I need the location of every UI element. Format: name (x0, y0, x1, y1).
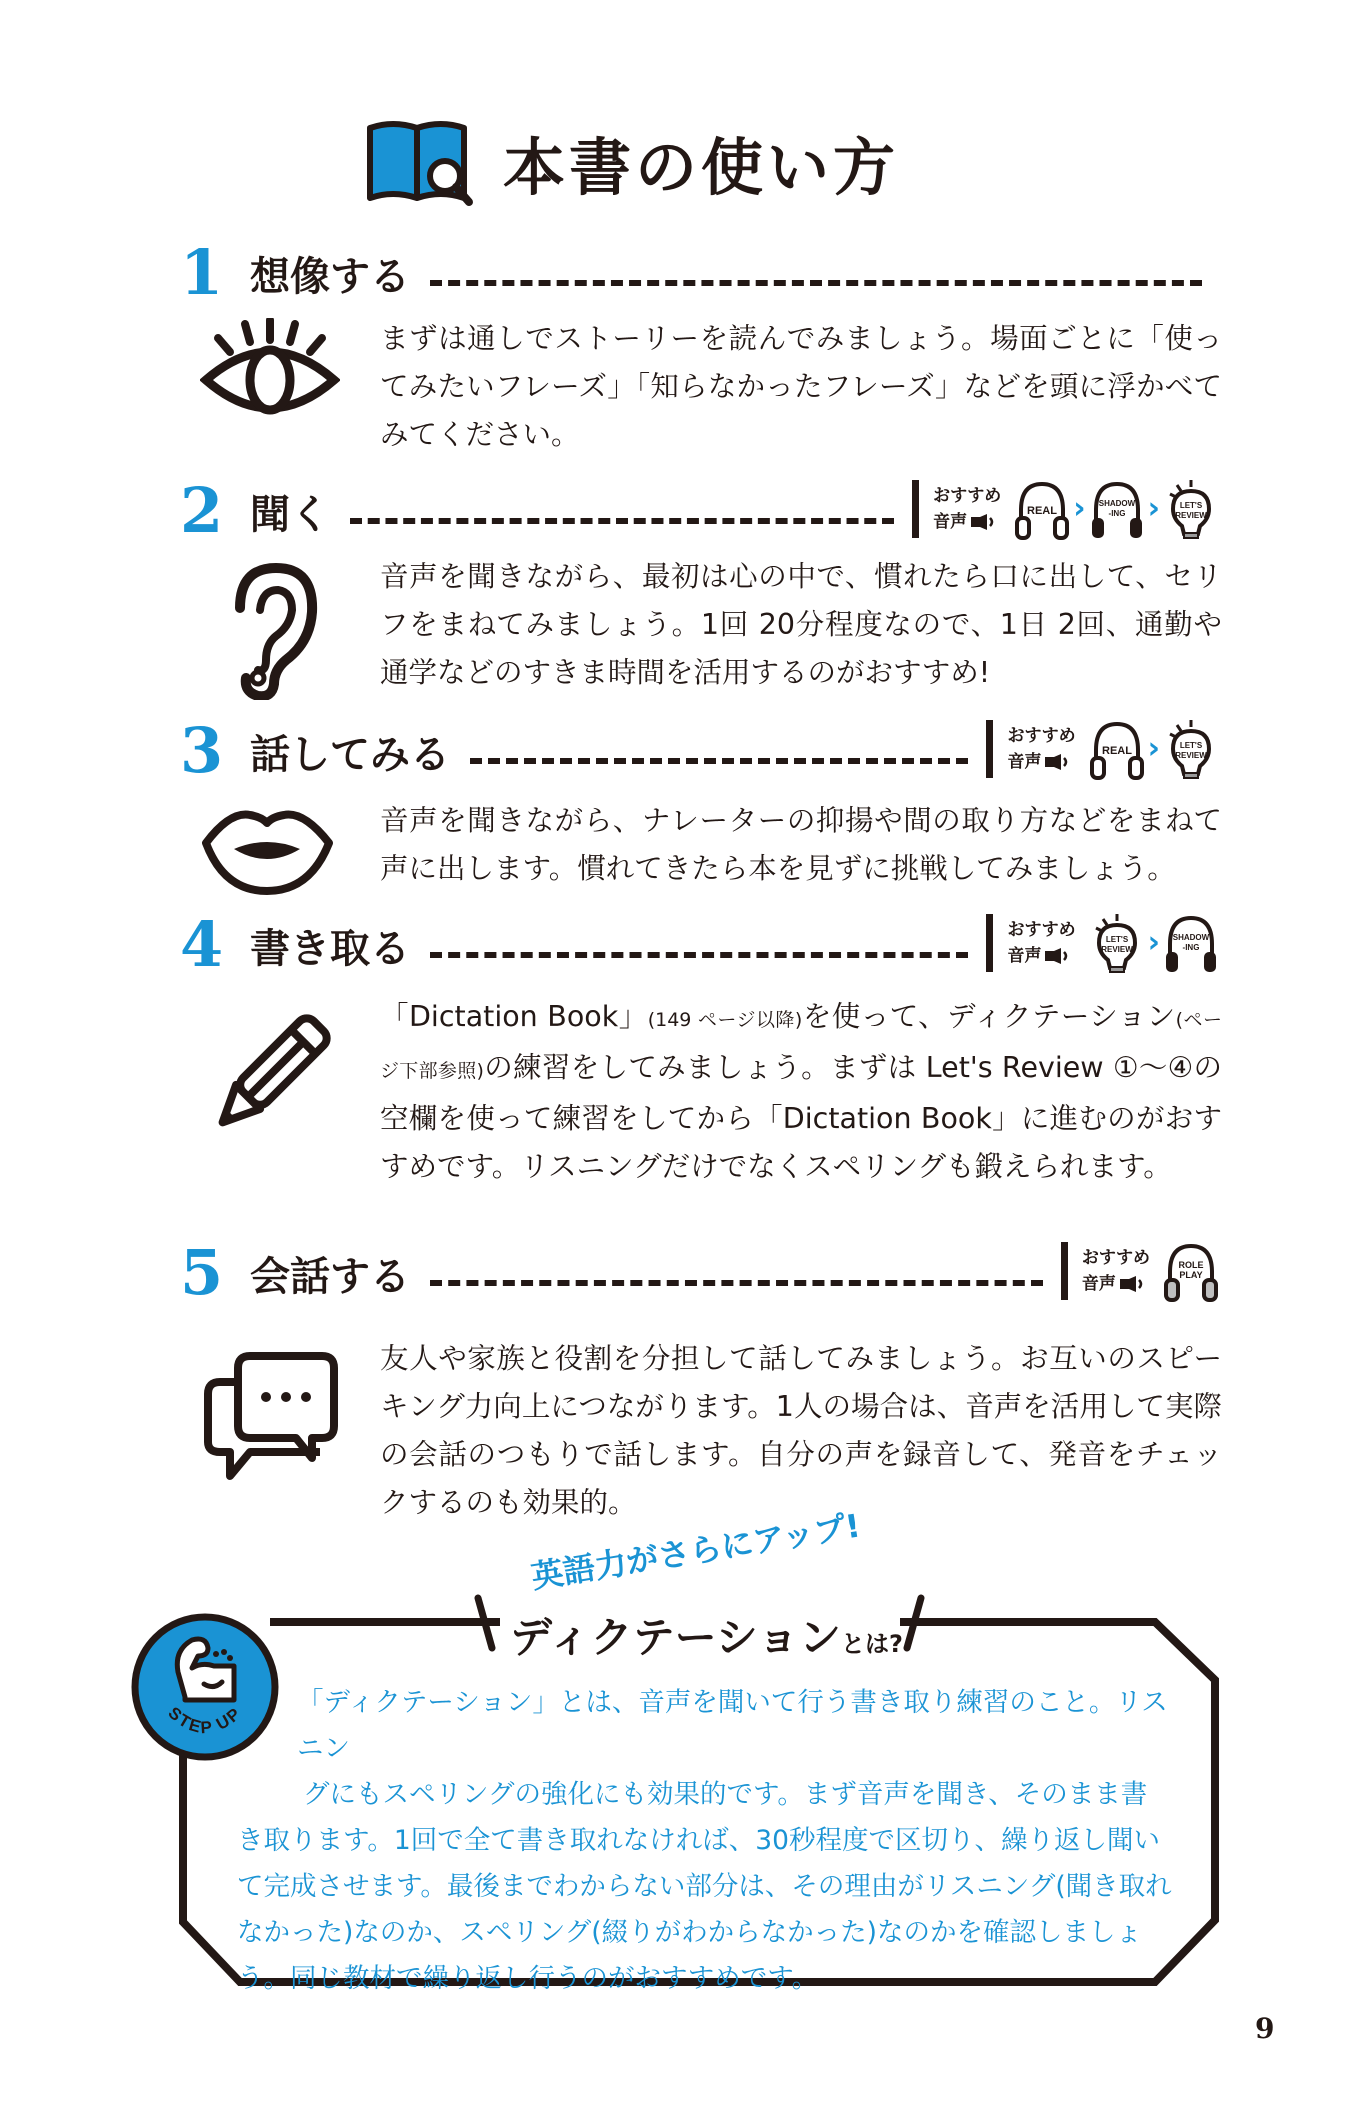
section-1-body: まずは通しでストーリーを読んでみましょう。場面ごとに「使ってみたいフレーズ」「知らなかったフレーズ」などを頭に浮かべてみてください。 (380, 322, 1222, 451)
page-title: 本書の使い方 (503, 130, 900, 204)
svg-text:PLAY: PLAY (1179, 1270, 1203, 1280)
svg-text:LET'S: LET'S (1179, 741, 1203, 750)
svg-text:SHADOW: SHADOW (1172, 933, 1210, 942)
section-title: 会話する (250, 1254, 410, 1300)
svg-text:REAL: REAL (1101, 745, 1132, 757)
recommended-audio: おすすめ 音声 LET'S REVIEW › SHADOW -ING (986, 912, 1220, 974)
svg-text:LET'S: LET'S (1105, 935, 1128, 944)
section-number: 3 (180, 714, 224, 787)
section-number: 1 (180, 236, 224, 309)
section-3-body: 音声を聞きながら、ナレーターの抑揚や間の取り方などをまねて声に出します。慣れてきたら本を見ずに挑戦してみましょう。 (380, 804, 1222, 885)
section-number: 2 (180, 474, 224, 547)
section-5-body: 友人や家族と役割を分担して話してみましょう。お互いのスピーキング力向上につながります。1人の場合は、音声を活用して実際の会話のつもりで話します。自分の声を録音して、発音をチェックするのも効果的。 (380, 1342, 1222, 1519)
svg-text:REAL: REAL (1027, 505, 1058, 517)
svg-text:REVIEW: REVIEW (1100, 945, 1133, 954)
chevron-right-icon: › (1147, 731, 1160, 766)
svg-text:-ING: -ING (1182, 943, 1200, 952)
recommended-audio: おすすめ 音声 REAL › SHADOW -ING › LET'S REVIEW (912, 478, 1220, 540)
section-title: 書き取る (250, 926, 410, 972)
svg-text:SHADOW: SHADOW (1098, 499, 1135, 508)
section-2-body: 音声を聞きながら、最初は心の中で、慣れたら口に出して、セリフをまねてみましょう。1回 20分程度なので、1日 2回、通勤や通学などのすきま時間を活用するのがおすすめ! (380, 560, 1222, 689)
section-number: 5 (180, 1236, 224, 1309)
section-title: 話してみる (250, 732, 450, 778)
svg-text:-ING: -ING (1108, 509, 1126, 518)
step-up-body: 「ディクテーション」とは、音声を聞いて行う書き取り練習のこと。リスニン グにもスペリングの強化にも効果的です。まず音声を聞き、そのまま書き取ります。1回で全て書き取れなければ、30秒程度で区切り、繰り返し聞いて完成させます。最後までわからない部分は、その理由がリスニング(聞き取れなかった)なのか、スペリング(綴りがわからなかった)なのかを確認しましょう。同じ教材で繰り返し行うのがおすすめです。 (237, 1687, 1172, 1994)
svg-text:ROLE: ROLE (1178, 1260, 1204, 1270)
section-number: 4 (180, 908, 224, 981)
step-up-title: ディクテーションとは? (510, 1613, 903, 1662)
section-title: 聞く (250, 492, 330, 538)
recommended-audio: おすすめ 音声 REAL › LET'S REVIEW (986, 718, 1220, 780)
section-title: 想像する (250, 254, 410, 300)
recommended-audio: おすすめ 音声 ROLE PLAY (1061, 1240, 1220, 1302)
section-4-body: 「Dictation Book」(149 ページ以降)を使って、ディクテーション(ページ下部参照)の練習をしてみましょう。まずは Let's Review ①～④の空欄を使って練習をしてから「Dictation Book」に進むのがおすすめです。リスニングだけでなくスペリングも鍛えられます。 (380, 1000, 1222, 1183)
chevron-right-icon: › (1073, 491, 1086, 526)
page-number: 9 (1255, 2012, 1275, 2045)
svg-text:STEP UP: STEP UP (164, 1703, 246, 1738)
chevron-right-icon: › (1147, 925, 1160, 960)
chevron-right-icon: › (1147, 491, 1160, 526)
svg-text:REVIEW: REVIEW (1175, 751, 1207, 760)
svg-text:REVIEW: REVIEW (1175, 511, 1207, 520)
catch-copy: 英語力がさらにアップ! (528, 1506, 863, 1597)
svg-text:LET'S: LET'S (1179, 501, 1203, 510)
